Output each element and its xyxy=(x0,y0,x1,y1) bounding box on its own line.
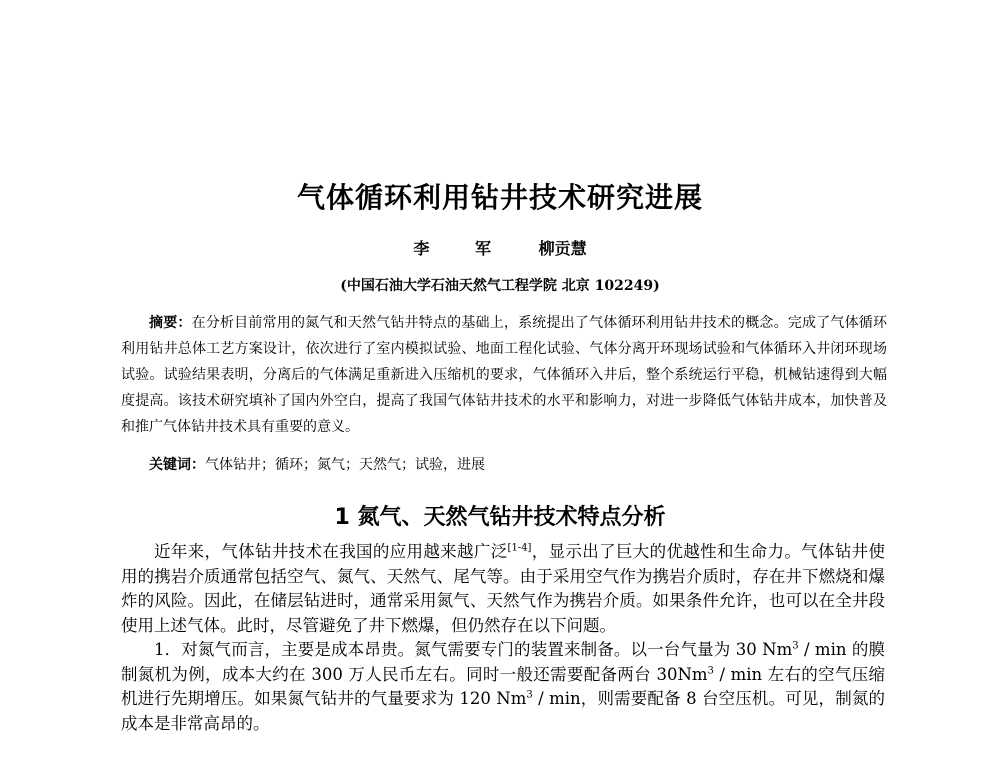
paragraph-text: / min 的膜制氮机为例，成本大约在 300 万人民币左右。同时一般还需要配备两台 30Nm xyxy=(121,640,885,684)
author-name: 李 军 xyxy=(413,239,511,258)
paragraph xyxy=(121,638,885,736)
abstract-text: 在分析目前常用的氮气和天然气钻井特点的基础上，系统提出了气体循环利用钻井技术的概念。完成了气体循环利用钻井总体工艺方案设计，依次进行了室内模拟试验、地面工程化试验、气体分离开环现场试验和气体循环入井闭环现场试验。试验结果表明，分离后的气体满足重新进入压缩机的要求，气体循环入井后，整个系统运行平稳，机械钻速得到大幅度提高。该技术研究填补了国内外空白，提高了我国气体钻井技术的水平和影响力，对进一步降低气体钻井成本，加快普及和推广气体钻井技术具有重要的意义。 xyxy=(121,315,888,435)
paragraph-text: ，显示出了巨大的优越性和生命力。气体钻井使用的携岩介质通常包括空气、氮气、天然气、尾气等。由于采用空气作为携岩介质时，存在井下燃烧和爆炸的风险。因此，在储层钻进时，通常采用氮气、天然气作为携岩介质。如果条件允许，也可以在全井段使用上述气体。此时，尽管避免了井下燃爆，但仍然存在以下问题。 xyxy=(121,542,886,635)
keywords xyxy=(149,454,485,474)
citation-ref[interactable]: [1-4] xyxy=(507,542,532,554)
paragraph xyxy=(121,540,885,638)
paragraph-text: 1．对氮气而言，主要是成本昂贵。氮气需要专门的装置来制备。以一台气量为 30 Nm xyxy=(154,640,793,659)
author-name: 柳贡慧 xyxy=(538,239,587,258)
abstract xyxy=(121,310,887,440)
keywords-label: 关键词： xyxy=(149,457,205,473)
keywords-text: 气体钻井；循环；氮气；天然气；试验，进展 xyxy=(205,457,485,473)
section-heading: 1 氮气、天然气钻井技术特点分析 xyxy=(334,505,666,530)
author-list xyxy=(0,236,1000,259)
superscript: 3 xyxy=(526,689,533,701)
superscript: 3 xyxy=(792,640,799,652)
affiliation: (中国石油大学石油天然气工程学院 北京 102249) xyxy=(340,278,660,294)
body-text xyxy=(121,540,885,736)
superscript: 3 xyxy=(707,665,714,676)
paper-title: 气体循环利用钻井技术研究进展 xyxy=(296,181,703,214)
paragraph-text: / min，则需要配备 8 台空压机。可见，制氮的成本是非常高昂的。 xyxy=(121,689,885,733)
abstract-label: 摘要： xyxy=(149,315,192,331)
paragraph-text: 近年来，气体钻井技术在我国的应用越来越广泛 xyxy=(154,542,508,561)
paragraph-text: / min 左右的空气压缩机进行先期增压。如果氮气钻井的气量要求为 120 Nm xyxy=(121,664,886,708)
